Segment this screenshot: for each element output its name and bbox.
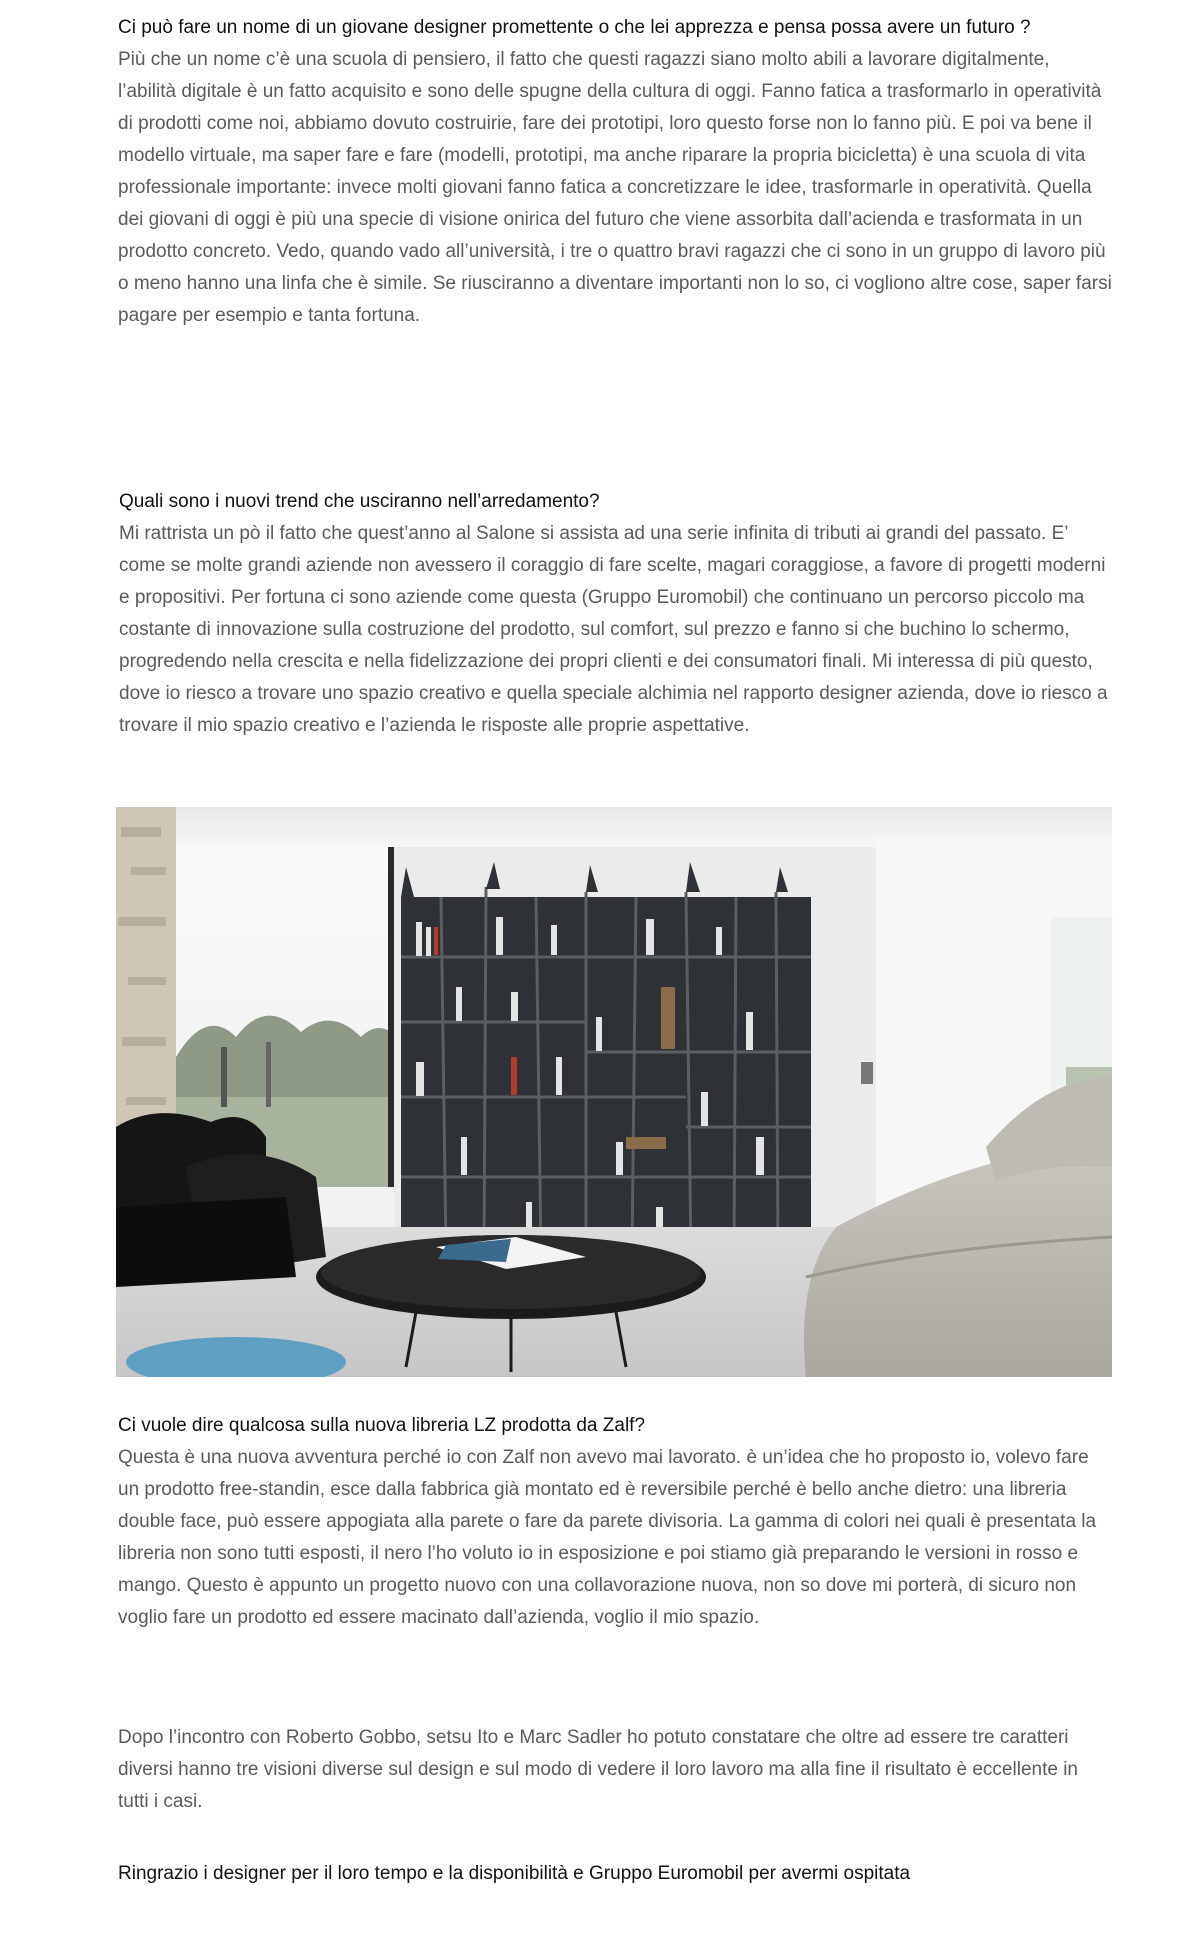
question-trends: Quali sono i nuovi trend che usciranno nell’arredamento? xyxy=(119,491,600,512)
qa-trends xyxy=(119,486,1113,742)
answer-young-designer: Più che un nome c’è una scuola di pensiero, il fatto che questi ragazzi siano molto abili a lavorare digitalmente, l’abilità digitale è un fatto acquisito e sono delle spugne della cultura di oggi. Fanno fatica a trasformarlo in operatività di prodotti come noi, abbiamo dovuto costruirie, fare dei prototipi, loro questo forse non lo fanno più. E poi va bene il modello virtuale, ma saper fare e fare (modelli, prototipi, ma anche riparare la propria bicicletta) è una scuola di vita professionale importante: invece molti giovani fanno fatica a concretizzare le idee, trasformarle in operatività. Quella dei giovani di oggi è più una specie di visione onirica del futuro che viene assorbita dall’acienda e trasformata in un prodotto concreto. Vedo, quando vado all’università, i tre o quattro bravi ragazzi che ci sono in un gruppo di lavoro più o meno hanno una linfa che è simile. Se riusciranno a diventare importanti non lo so, ci vogliono altre cose, saper farsi pagare per esempio e tanta fortuna. xyxy=(118,49,1112,326)
qa-bookcase xyxy=(118,1410,1112,1634)
thanks xyxy=(118,1858,1112,1890)
answer-bookcase: Questa è una nuova avventura perché io con Zalf non avevo mai lavorato. è un’idea che ho proposto io, volevo fare un prodotto free-standin, esce dalla fabbrica già montato ed è reversibile perché è bello anche dietro: una libreria double face, può essere appogiata alla parete o fare da parete divisoria. La gamma di colori nei quali è presentata la libreria non sono tutti esposti, il nero l’ho voluto io in esposizione e poi stiamo già preparando le versioni in rosso e mango. Questo è appunto un progetto nuovo con una collavorazione nuova, non so dove mi porterà, di sicuro non voglio fare un prodotto ed essere macinato dall’azienda, voglio il mio spazio. xyxy=(118,1447,1097,1628)
question-bookcase: Ci vuole dire qualcosa sulla nuova libreria LZ prodotta da Zalf? xyxy=(118,1415,646,1436)
thanks-text: Ringrazio i designer per il loro tempo e la disponibilità e Gruppo Euromobil per avermi ospitata xyxy=(118,1863,911,1884)
question-young-designer: Ci può fare un nome di un giovane designer promettente o che lei apprezza e pensa possa avere un futuro ? xyxy=(118,17,1031,38)
answer-trends: Mi rattrista un pò il fatto che quest’anno al Salone si assista ad una serie infinita di tributi ai grandi del passato. E’ come se molte grandi aziende non avessero il coraggio di fare scelte, magari coraggiose, a favore di progetti moderni e propositivi. Per fortuna ci sono aziende come questa (Gruppo Euromobil) che continuano un percorso piccolo ma costante di innovazione sulla costruzione del prodotto, sul comfort, sul prezzo e fanno si che buchino lo schermo, progredendo nella crescita e nella fidelizzazione dei propri clienti e dei consumatori finali. Mi interessa di più questo, dove io riesco a trovare uno spazio creativo e quella speciale alchimia nel rapporto designer azienda, dove io riesco a trovare il mio spazio creativo e l’azienda le risposte alle proprie aspettative. xyxy=(119,523,1108,736)
living-room-bookcase-photo xyxy=(116,807,1112,1377)
conclusion xyxy=(118,1722,1112,1818)
qa-young-designer xyxy=(118,12,1112,332)
conclusion-text: Dopo l’incontro con Roberto Gobbo, setsu Ito e Marc Sadler ho potuto constatare che oltre ad essere tre caratteri diversi hanno tre visioni diverse sul design e sul modo di vedere il loro lavoro ma alla fine il risultato è eccellente in tutti i casi. xyxy=(118,1727,1078,1812)
